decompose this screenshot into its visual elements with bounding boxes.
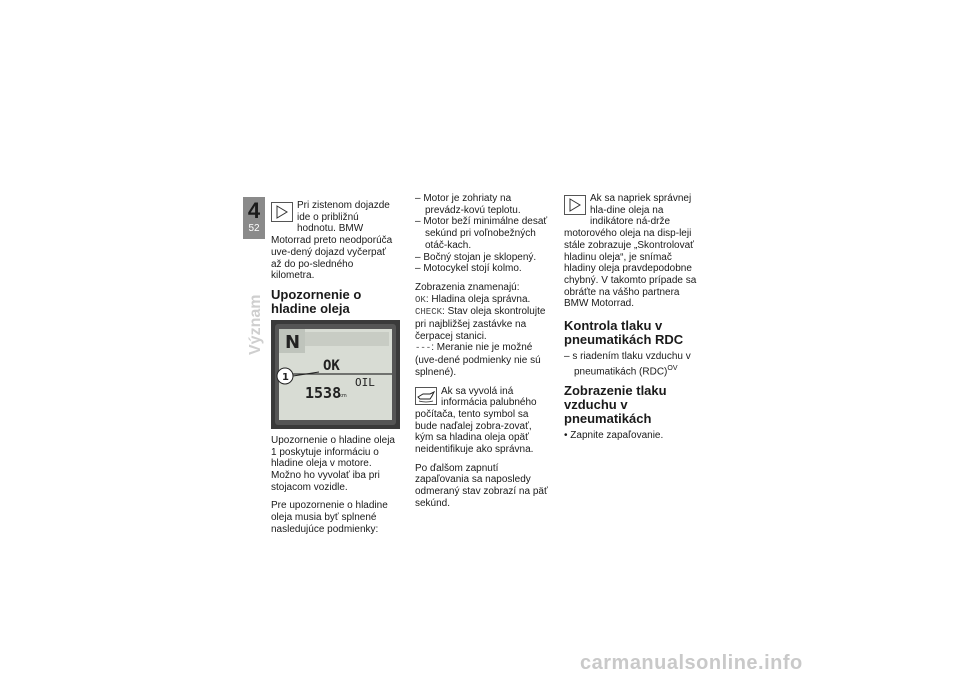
legend-intro: Zobrazenia znamenajú: [415, 281, 520, 293]
column-2 [415, 193, 550, 510]
legend-check: CHECK: Stav oleja skontrolujte pri najbližšej zastávke na čerpacej stanici. [415, 306, 546, 342]
info-triangle-icon [564, 195, 586, 215]
watermark: carmanualsonline.info [580, 652, 803, 674]
section-label: Význam [247, 294, 264, 355]
oil-can-icon [415, 387, 437, 405]
next-ignition-note: Po ďalšom zapnutí zapaľovania sa naposledy odmeraný stav zobrazí na päť sekúnd. [415, 462, 548, 509]
legend-ok: OK: Hladina oleja správna. [415, 293, 531, 305]
instrument-display-image [271, 320, 400, 429]
oil-level-heading: Upozornenie o hladine oleja [271, 286, 362, 316]
oil-ok-text: OK [323, 357, 340, 374]
ignition-step: • Zapnite zapaľovanie. [564, 429, 664, 441]
conditions-intro: Pre upozornenie o hladine oleja musia byť splnené nasledujúce podmienky: [271, 500, 388, 535]
chapter-number: 4 [247, 198, 261, 223]
rdc-item: – s riadením tlaku vzduchu v pneumatikách (RDC)$^{OV}$ [564, 351, 691, 378]
column-3 [564, 193, 704, 441]
tire-pressure-heading: Zobrazenie tlaku vzduchu v pneumatikách [564, 382, 667, 426]
range-note: Pri zistenom dojazde ide o približnú hodnotu. BMW Motorrad preto neodporúča uve-dený dojazd vyčerpať až do po-sledného kilometra. [271, 200, 393, 282]
sensor-warning: Ak sa napriek správnej hla-dine oleja na indikátore ná-drže motorového oleja na disp-leji stále zobrazuje „Skontrolovať hladinu oleja“, je snímač hladiny oleja pravdepodobne chybný. V takomto prípade sa obráťte na vášho partnera BMW Motorrad. [564, 193, 697, 310]
oil-symbol-note: Ak sa vyvolá iná informácia palubného počítača, tento symbol sa bude naďalej zobra-zovať, kým sa hladina oleja opäť neidentifikuje ako správna. [415, 385, 537, 456]
oil-level-description: Upozornenie o hladine oleja 1 poskytuje informáciu o hladine oleja v motore. Možno ho vyvolať iba pri stojacom vozidle. [271, 434, 395, 493]
chapter-tab [243, 197, 265, 239]
condition-item: – Bočný stojan je sklopený. [415, 251, 537, 263]
condition-item: – Motor je zohriaty na prevádz-kovú teplotu. [415, 193, 521, 216]
odometer-text: 1538 [305, 383, 342, 402]
gear-indicator: N [285, 331, 301, 353]
odometer-unit: km [339, 392, 347, 399]
oil-label-text: OIL [355, 375, 375, 389]
callout-number: 1 [282, 371, 289, 383]
legend-dash: ---: Meranie nie je možné (uve-dené podmienky nie sú splnené). [415, 342, 541, 378]
page-number: 52 [248, 223, 260, 234]
condition-item: – Motor beží minimálne desať sekúnd pri voľnobežných otáč-kach. [415, 216, 548, 251]
info-triangle-icon [271, 202, 293, 222]
column-1 [271, 200, 399, 536]
rdc-heading: Kontrola tlaku v pneumatikách RDC [564, 318, 684, 348]
condition-item: – Motocykel stojí kolmo. [415, 263, 522, 275]
